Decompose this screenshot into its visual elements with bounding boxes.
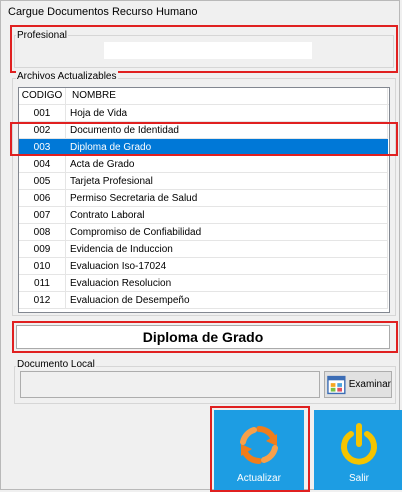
actualizar-label: Actualizar [237, 473, 281, 484]
salir-button[interactable] [314, 410, 402, 490]
cell-nombre: Diploma de Grado [66, 139, 388, 156]
cell-nombre: Evaluacion Resolucion [66, 275, 388, 292]
profesional-label: Profesional [17, 30, 68, 41]
column-header-codigo[interactable]: CODIGO [19, 88, 66, 104]
cell-codigo: 003 [19, 139, 66, 156]
cell-nombre: Evidencia de Induccion [66, 241, 388, 258]
cell-nombre: Hoja de Vida [66, 105, 388, 122]
actualizar-button[interactable] [214, 410, 304, 490]
cell-nombre: Contrato Laboral [66, 207, 388, 224]
cell-codigo: 001 [19, 105, 66, 122]
cell-nombre: Documento de Identidad [66, 122, 388, 139]
browse-window-icon [327, 375, 346, 395]
table-row[interactable] [19, 258, 389, 275]
cell-nombre: Evaluacion de Desempeño [66, 292, 388, 309]
table-row[interactable] [19, 241, 389, 258]
cell-codigo: 004 [19, 156, 66, 173]
table-row[interactable] [19, 105, 389, 122]
salir-label: Salir [348, 473, 369, 484]
table-row[interactable] [19, 190, 389, 207]
cell-nombre: Acta de Grado [66, 156, 388, 173]
cell-nombre: Tarjeta Profesional [66, 173, 388, 190]
table-row[interactable] [19, 292, 389, 309]
cell-codigo: 002 [19, 122, 66, 139]
documento-local-field[interactable] [20, 371, 320, 398]
table-row[interactable] [19, 173, 389, 190]
table-row[interactable] [19, 156, 389, 173]
cell-nombre: Permiso Secretaria de Salud [66, 190, 388, 207]
listview-header [19, 88, 389, 105]
documento-local-label: Documento Local [17, 359, 95, 370]
cell-codigo: 012 [19, 292, 66, 309]
table-row[interactable] [19, 275, 389, 292]
cell-codigo: 007 [19, 207, 66, 224]
table-row[interactable] [19, 207, 389, 224]
window-title: Cargue Documentos Recurso Humano [8, 6, 198, 18]
archivos-label: Archivos Actualizables [17, 71, 117, 82]
cell-codigo: 009 [19, 241, 66, 258]
examinar-label: Examinar [348, 379, 391, 390]
table-row[interactable] [19, 224, 389, 241]
refresh-icon [236, 422, 282, 468]
cell-nombre: Evaluacion Iso-17024 [66, 258, 388, 275]
column-header-nombre[interactable]: NOMBRE [66, 88, 388, 104]
cell-codigo: 011 [19, 275, 66, 292]
profesional-field[interactable] [104, 42, 312, 59]
selected-document-display: Diploma de Grado [16, 325, 390, 349]
cell-codigo: 005 [19, 173, 66, 190]
cell-codigo: 006 [19, 190, 66, 207]
archivos-listview[interactable] [18, 87, 390, 313]
cell-nombre: Compromiso de Confiabilidad [66, 224, 388, 241]
selected-row-highlight [10, 122, 398, 156]
examinar-button[interactable] [324, 371, 392, 398]
cell-codigo: 008 [19, 224, 66, 241]
power-icon [336, 422, 382, 468]
cell-codigo: 010 [19, 258, 66, 275]
